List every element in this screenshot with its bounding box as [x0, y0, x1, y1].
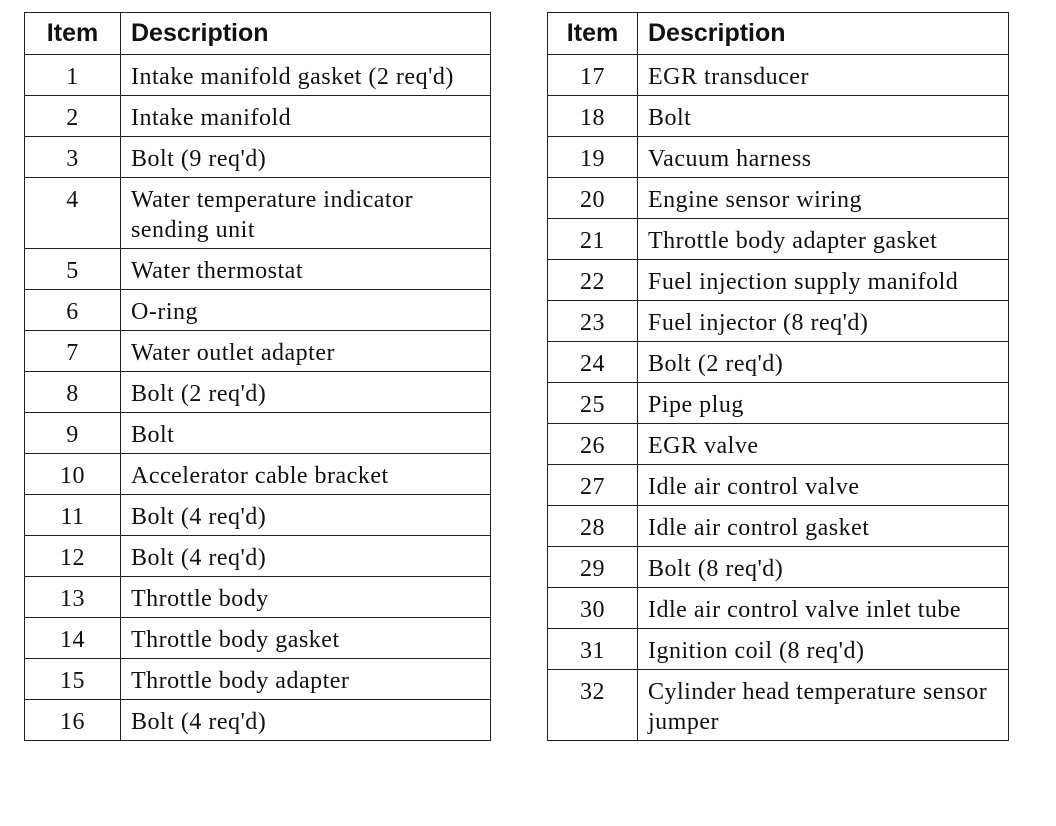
table-row	[548, 219, 1009, 260]
item-number-cell: 11	[25, 495, 121, 536]
table-row	[548, 342, 1009, 383]
item-number-cell: 10	[25, 454, 121, 495]
description-cell: Engine sensor wiring	[638, 178, 1009, 219]
item-column-header: Item	[25, 13, 121, 55]
item-number-cell: 28	[548, 506, 638, 547]
table-row	[548, 178, 1009, 219]
table-row	[548, 301, 1009, 342]
item-number-cell: 12	[25, 536, 121, 577]
table-row	[25, 413, 491, 454]
item-number-cell: 19	[548, 137, 638, 178]
table-row	[548, 96, 1009, 137]
description-cell: Bolt (4 req'd)	[121, 700, 491, 741]
item-number-cell: 9	[25, 413, 121, 454]
table-row	[548, 629, 1009, 670]
item-number-cell: 14	[25, 618, 121, 659]
table-row	[25, 137, 491, 178]
description-cell: Throttle body gasket	[121, 618, 491, 659]
item-number-cell: 16	[25, 700, 121, 741]
table-row	[548, 506, 1009, 547]
item-number-cell: 24	[548, 342, 638, 383]
table-row	[25, 331, 491, 372]
item-number-cell: 13	[25, 577, 121, 618]
item-number-cell: 7	[25, 331, 121, 372]
item-number-cell: 4	[25, 178, 121, 249]
table-row	[25, 249, 491, 290]
parts-rows-left	[25, 55, 491, 741]
table-row	[548, 55, 1009, 96]
description-column-header: Description	[638, 13, 1009, 55]
description-cell: Intake manifold gasket (2 req'd)	[121, 55, 491, 96]
item-number-cell: 17	[548, 55, 638, 96]
description-cell: Bolt	[638, 96, 1009, 137]
item-number-cell: 2	[25, 96, 121, 137]
header-row	[548, 13, 1009, 55]
parts-rows-right	[548, 55, 1009, 741]
description-cell: EGR transducer	[638, 55, 1009, 96]
description-cell: Fuel injection supply manifold	[638, 260, 1009, 301]
description-cell: Fuel injector (8 req'd)	[638, 301, 1009, 342]
table-row	[25, 618, 491, 659]
table-row	[548, 137, 1009, 178]
description-cell: Accelerator cable bracket	[121, 454, 491, 495]
item-number-cell: 25	[548, 383, 638, 424]
description-cell: Bolt (4 req'd)	[121, 495, 491, 536]
table-row	[25, 577, 491, 618]
description-column-header: Description	[121, 13, 491, 55]
description-cell: Bolt (8 req'd)	[638, 547, 1009, 588]
description-cell: Bolt (4 req'd)	[121, 536, 491, 577]
table-row	[25, 659, 491, 700]
table-row	[25, 536, 491, 577]
description-cell: Water thermostat	[121, 249, 491, 290]
description-cell: Water temperature indicator sending unit	[121, 178, 491, 249]
table-row	[25, 700, 491, 741]
item-number-cell: 27	[548, 465, 638, 506]
table-row	[548, 465, 1009, 506]
description-cell: Vacuum harness	[638, 137, 1009, 178]
description-cell: Throttle body adapter gasket	[638, 219, 1009, 260]
table-row	[25, 495, 491, 536]
table-row	[25, 290, 491, 331]
description-cell: Throttle body	[121, 577, 491, 618]
description-cell: O-ring	[121, 290, 491, 331]
description-cell: Idle air control gasket	[638, 506, 1009, 547]
description-cell: Bolt (2 req'd)	[121, 372, 491, 413]
table-row	[548, 547, 1009, 588]
description-cell: Bolt (9 req'd)	[121, 137, 491, 178]
description-cell: Intake manifold	[121, 96, 491, 137]
parts-table-right	[547, 12, 1009, 741]
item-number-cell: 18	[548, 96, 638, 137]
header-row	[25, 13, 491, 55]
description-cell: Bolt (2 req'd)	[638, 342, 1009, 383]
table-row	[25, 178, 491, 249]
table-row	[548, 670, 1009, 741]
table-row	[548, 260, 1009, 301]
description-cell: Bolt	[121, 413, 491, 454]
description-cell: Pipe plug	[638, 383, 1009, 424]
description-cell: Ignition coil (8 req'd)	[638, 629, 1009, 670]
item-number-cell: 3	[25, 137, 121, 178]
item-number-cell: 21	[548, 219, 638, 260]
description-cell: EGR valve	[638, 424, 1009, 465]
table-row	[25, 372, 491, 413]
item-number-cell: 15	[25, 659, 121, 700]
item-number-cell: 6	[25, 290, 121, 331]
description-cell: Cylinder head temperature sensor jumper	[638, 670, 1009, 741]
table-row	[548, 383, 1009, 424]
item-number-cell: 31	[548, 629, 638, 670]
description-cell: Idle air control valve inlet tube	[638, 588, 1009, 629]
parts-table-left	[24, 12, 491, 741]
item-number-cell: 8	[25, 372, 121, 413]
table-row	[25, 96, 491, 137]
item-column-header: Item	[548, 13, 638, 55]
table-row	[25, 55, 491, 96]
description-cell: Idle air control valve	[638, 465, 1009, 506]
table-row	[25, 454, 491, 495]
item-number-cell: 26	[548, 424, 638, 465]
description-cell: Water outlet adapter	[121, 331, 491, 372]
table-row	[548, 424, 1009, 465]
item-number-cell: 23	[548, 301, 638, 342]
item-number-cell: 20	[548, 178, 638, 219]
description-cell: Throttle body adapter	[121, 659, 491, 700]
item-number-cell: 1	[25, 55, 121, 96]
item-number-cell: 5	[25, 249, 121, 290]
item-number-cell: 32	[548, 670, 638, 741]
item-number-cell: 29	[548, 547, 638, 588]
table-row	[548, 588, 1009, 629]
item-number-cell: 30	[548, 588, 638, 629]
item-number-cell: 22	[548, 260, 638, 301]
